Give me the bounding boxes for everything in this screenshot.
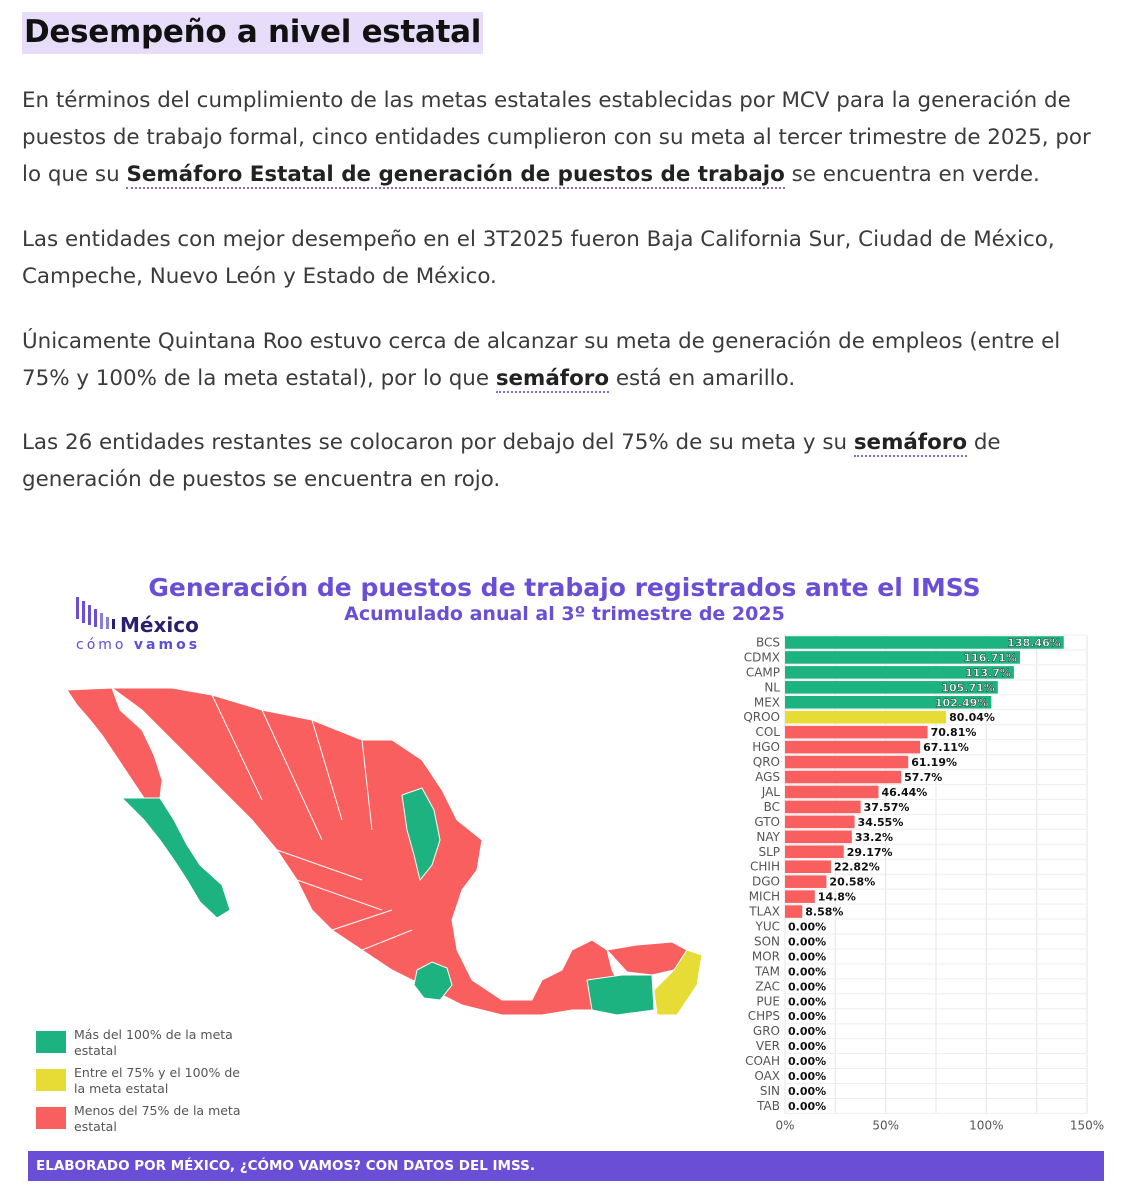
- bar-mich: [785, 890, 815, 903]
- category-label: CAMP: [745, 665, 780, 680]
- category-label: BC: [763, 799, 780, 814]
- value-label: 0.00%: [788, 1070, 827, 1083]
- category-label: JAL: [761, 784, 780, 799]
- category-label: SON: [753, 934, 780, 949]
- category-label: TAM: [755, 964, 780, 979]
- legend-item-green: [36, 1027, 256, 1065]
- chart-title: Generación de puestos de trabajo registrados ante el IMSS: [148, 573, 981, 602]
- bar-ags: [785, 771, 901, 784]
- logo-word-como: cómo: [76, 637, 127, 653]
- bar-chart: [722, 631, 1107, 1141]
- category-label: AGS: [755, 770, 780, 784]
- value-label: 34.55%: [857, 815, 904, 829]
- bar-tlax: [785, 905, 802, 918]
- category-label: QROO: [743, 710, 780, 725]
- paragraph-1: [22, 82, 1112, 193]
- value-label: 0.00%: [788, 995, 827, 1009]
- bar-col: [785, 726, 928, 739]
- paragraph-4-tail: de generación de puestos se encuentra en rojo.: [22, 430, 1001, 492]
- semaforo-link-1[interactable]: semáforo: [495, 366, 610, 391]
- map-state-camp: [587, 975, 654, 1015]
- bar-qroo: [785, 711, 946, 724]
- category-label: DGO: [752, 874, 780, 889]
- value-label: 20.58%: [829, 875, 876, 889]
- legend-swatch-red: [36, 1107, 66, 1129]
- legend-label-yellow: Entre el 75% y el 100% de la meta estatal: [74, 1065, 240, 1096]
- mexico-map: [62, 680, 702, 1020]
- value-label: 0.00%: [788, 1040, 827, 1054]
- category-label: CHPS: [747, 1009, 780, 1024]
- value-label: 57.7%: [904, 771, 943, 784]
- category-label: CDMX: [743, 650, 780, 665]
- value-label: 22.82%: [833, 860, 880, 874]
- semaforo-estatal-link[interactable]: Semáforo Estatal de generación de puestos de trabajo: [126, 162, 785, 187]
- semaforo-link-2[interactable]: semáforo: [853, 430, 968, 455]
- category-label: MICH: [748, 889, 780, 904]
- value-label: 80.04%: [949, 711, 995, 725]
- category-label: MEX: [753, 695, 780, 710]
- value-label: 37.57%: [863, 800, 910, 814]
- value-label: 0.00%: [788, 1025, 827, 1039]
- category-label: YUC: [755, 919, 780, 934]
- legend-label-red: Menos del 75% de la meta estatal: [74, 1103, 241, 1134]
- chart-subtitle: Acumulado anual al 3º trimestre de 2025: [344, 603, 785, 625]
- legend-item-yellow: [36, 1065, 256, 1103]
- logo-bars-icon: [76, 595, 122, 631]
- logo-word-mexico: México: [120, 613, 199, 637]
- category-label: SIN: [759, 1083, 780, 1098]
- section-heading: Desempeño a nivel estatal: [22, 12, 483, 54]
- category-label: GTO: [754, 814, 780, 829]
- map-legend: [36, 1027, 256, 1141]
- paragraph-1-tail: se encuentra en verde.: [784, 162, 1040, 187]
- value-label: 0.00%: [788, 965, 827, 979]
- category-label: BCS: [755, 635, 780, 650]
- bar-gto: [785, 816, 855, 829]
- value-label: 0.00%: [788, 935, 827, 949]
- x-tick-label: 150%: [1069, 1118, 1105, 1133]
- paragraph-3-text: Únicamente Quintana Roo estuvo cerca de alcanzar su meta de generación de empleos (entre el 75% y 100% de la meta estatal), por lo que: [22, 329, 1061, 391]
- value-label: 61.19%: [911, 756, 958, 770]
- paragraph-1-text: En términos del cumplimiento de las metas estatales establecidas por MCV para la generación de puestos de trabajo formal, cinco entidades cumplieron con su meta al tercer trimestre de 2025, por lo que su: [22, 88, 1091, 187]
- logo-word-vamos: vamos: [133, 637, 201, 653]
- value-label: 8.58%: [805, 905, 844, 919]
- value-label: 116.71%: [963, 651, 1017, 665]
- value-label: 113.7%: [965, 666, 1011, 680]
- value-label: 138.46%: [1007, 636, 1061, 650]
- legend-swatch-green: [36, 1031, 66, 1053]
- paragraph-3-tail: está en amarillo.: [609, 366, 796, 391]
- map-state-bcs: [122, 798, 230, 918]
- x-tick-label: 50%: [872, 1118, 900, 1133]
- infographic: [22, 565, 1107, 1185]
- category-label: NAY: [756, 829, 780, 844]
- category-label: MOR: [751, 949, 780, 964]
- legend-item-red: [36, 1103, 256, 1141]
- category-label: COAH: [745, 1054, 780, 1069]
- category-label: TAB: [757, 1098, 780, 1113]
- category-label: GRO: [752, 1024, 780, 1039]
- category-label: NL: [764, 680, 780, 695]
- bar-chih: [785, 860, 831, 873]
- bar-nay: [785, 831, 852, 844]
- value-label: 0.00%: [788, 920, 827, 934]
- paragraph-4-text: Las 26 entidades restantes se colocaron por debajo del 75% de su meta y su: [22, 430, 854, 455]
- value-label: 0.00%: [788, 980, 827, 994]
- value-label: 0.00%: [788, 1010, 827, 1024]
- value-label: 0.00%: [788, 1055, 827, 1069]
- category-label: VER: [755, 1039, 780, 1054]
- category-label: SLP: [758, 844, 780, 859]
- bar-slp: [785, 846, 844, 859]
- category-label: CHIH: [750, 859, 780, 874]
- value-label: 14.8%: [817, 890, 856, 904]
- category-label: TLAX: [749, 904, 780, 919]
- paragraph-4: [22, 424, 1112, 498]
- value-label: 102.49%: [934, 696, 989, 710]
- category-label: HGO: [752, 740, 780, 755]
- bar-qro: [785, 756, 908, 769]
- value-label: 70.81%: [930, 726, 977, 740]
- value-label: 105.71%: [941, 681, 995, 695]
- legend-label-green: Más del 100% de la meta estatal: [74, 1027, 233, 1058]
- value-label: 67.11%: [923, 741, 969, 755]
- value-label: 0.00%: [788, 1084, 827, 1098]
- category-label: PUE: [756, 994, 780, 1009]
- x-tick-label: 100%: [969, 1118, 1004, 1133]
- paragraph-3: [22, 323, 1112, 397]
- category-label: ZAC: [755, 979, 780, 994]
- paragraph-2: Las entidades con mejor desempeño en el 3T2025 fueron Baja California Sur, Ciudad de México, Campeche, Nuevo León y Estado de México.: [22, 227, 1055, 289]
- value-label: 0.00%: [788, 950, 827, 964]
- value-label: 29.17%: [846, 845, 893, 859]
- category-label: COL: [755, 725, 780, 740]
- value-label: 46.44%: [881, 785, 928, 799]
- category-label: OAX: [754, 1069, 780, 1083]
- bar-jal: [785, 786, 878, 799]
- category-label: QRO: [752, 755, 780, 770]
- bar-hgo: [785, 741, 920, 754]
- bar-bc: [785, 801, 861, 814]
- bar-dgo: [785, 875, 826, 888]
- value-label: 0.00%: [788, 1099, 827, 1113]
- credits-footer: [28, 1151, 1104, 1181]
- mexico-como-vamos-logo: [74, 595, 224, 655]
- legend-swatch-yellow: [36, 1069, 66, 1091]
- article: [22, 12, 1112, 492]
- value-label: 33.2%: [854, 830, 894, 844]
- x-tick-label: 0%: [775, 1118, 795, 1133]
- credits-text: ELABORADO POR MÉXICO, ¿CÓMO VAMOS? CON DATOS DEL IMSS.: [36, 1158, 535, 1174]
- logo-word-como-vamos: [76, 637, 200, 653]
